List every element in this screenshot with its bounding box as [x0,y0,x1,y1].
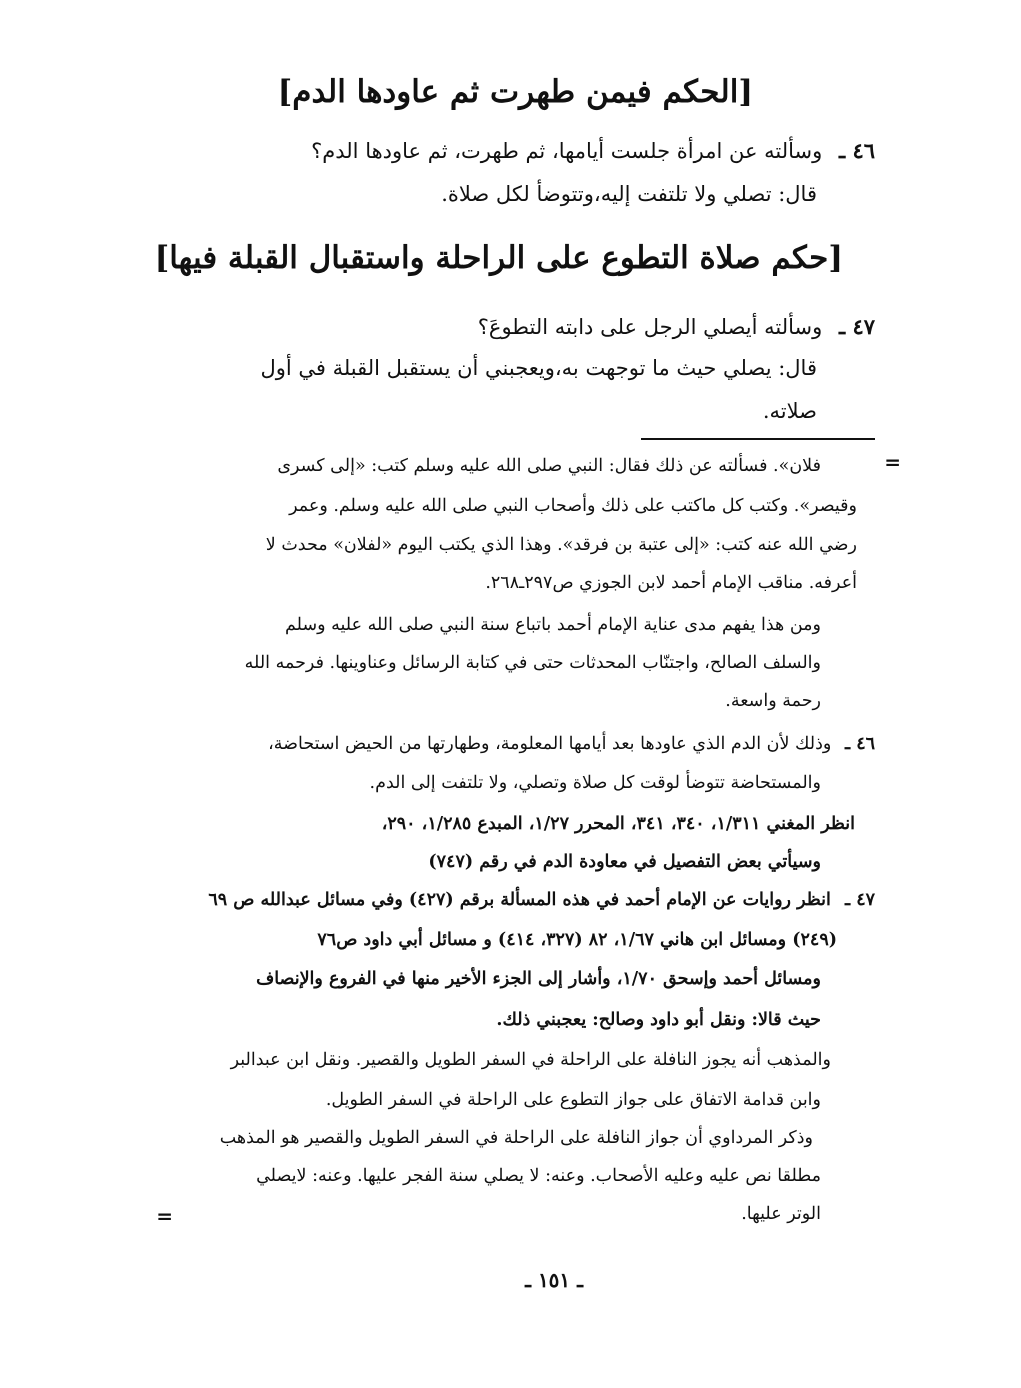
footnote-cont-line-3: رضي الله عنه كتب: «إلى عتبة بن فرقد». وهذا الذي يكتب اليوم «لفلان» محدث لا [265,535,857,555]
footnote-47-line-2: (٢٤٩) ومسائل ابن هاني ١/٦٧، ٨٢ (٣٢٧، ٤١٤) و مسائل أبي داود ص٧٦ [317,930,837,950]
question-text-47: وسألته أيصلي الرجل على دابته التطوعَ؟ [477,315,823,339]
footnote-47-para2-line-2: وابن قدامة الاتفاق على جواز التطوع على الراحلة في السفر الطويل. [325,1090,821,1110]
footnote-47-para3-line-1: وذكر المرداوي أن جواز النافلة على الراحلة في السفر الطويل والقصير هو المذهب [219,1128,813,1148]
footnote-para2-line-3: رحمة واسعة. [725,691,821,711]
answer-46: قال: تصلي ولا تلتفت إليه،وتتوضأ لكل صلاة. [441,182,817,206]
footnote-cont-line-4: أعرفه. مناقب الإمام أحمد لابن الجوزي ص٢٩٧ـ٢٦٨. [485,573,857,593]
continuation-mark-bottom: = [156,1204,173,1228]
question-46 [311,138,875,163]
footnote-cont-line-2: وقيصر». وكتب كل ماكتب على ذلك وأصحاب النبي صلى الله عليه وسلم. وعمر [289,496,857,516]
item-number-46: ٤٦ ـ [838,138,875,163]
footnote-number-46: ٤٦ ـ [844,734,875,754]
section-heading-1: [الحكم فيمن طهرت ثم عاودها الدم] [277,74,753,110]
answer-47-line-1: قال: يصلي حيث ما توجهت به،ويعجبني أن يستقبل القبلة في أول [260,356,817,380]
footnote-46-text-1: وذلك لأن الدم الذي عاودها بعد أيامها المعلومة، وطهارتها من الحيض استحاضة، [268,734,832,754]
question-47 [478,314,875,339]
footnote-cont-line-1: فلان». فسألته عن ذلك فقال: النبي صلى الله عليه وسلم كتب: «إلى كسرى [277,456,821,476]
footnote-47-para3-line-2: مطلقا نص عليه وعليه الأصحاب. وعنه: لا يصلي سنة الفجر عليها. وعنه: لايصلي [256,1166,821,1186]
footnote-46-line-2: والمستحاضة تتوضأ لوقت كل صلاة وتصلي، ولا تلتفت إلى الدم. [369,773,821,793]
question-text-46: وسألته عن امرأة جلست أيامها، ثم طهرت، ثم عاودها الدم؟ [311,139,823,163]
footnote-number-47: ٤٧ ـ [844,890,875,910]
footnote-47-line-4: حيث قالا: ونقل أبو داود وصالح: يعجبني ذلك. [496,1010,821,1030]
footnote-para2-line-1: ومن هذا يفهم مدى عناية الإمام أحمد باتباع سنة النبي صلى الله عليه وسلم [285,615,821,635]
footnote-46-line-4: وسيأتي بعض التفصيل في معاودة الدم في رقم (٧٤٧) [428,852,821,872]
item-number-47: ٤٧ ـ [838,314,875,339]
footnote-47-para2-line-1: والمذهب أنه يجوز النافلة على الراحلة في السفر الطويل والقصير. ونقل ابن عبدالبر [230,1050,831,1070]
continuation-mark-top: = [884,450,901,474]
answer-47-line-2: صلاته. [762,399,817,423]
page-number: ـ ١٥١ ـ [525,1268,583,1292]
footnote-para2-line-2: والسلف الصالح، واجتنّاب المحدثات حتى في كتابة الرسائل وعناوينها. فرحمه الله [244,653,821,673]
footnote-separator [641,438,875,440]
footnote-47-line-3: ومسائل أحمد وإسحق ١/٧٠، وأشار إلى الجزء الأخير منها في الفروع والإنصاف [256,969,821,989]
footnote-47-line-1 [208,890,875,910]
footnote-47-text-1: انظر روايات عن الإمام أحمد في هذه المسألة برقم (٤٢٧) وفي مسائل عبدالله ص ٦٩ [208,890,831,910]
section-heading-2: [حكم صلاة التطوع على الراحلة واستقبال القبلة فيها] [154,240,843,276]
footnote-46-line-1 [268,734,875,754]
footnote-47-para3-line-3: الوتر عليها. [741,1204,821,1224]
footnote-46-line-3: انظر المغني ١/٣١١، ٣٤٠، ٣٤١، المحرر ١/٢٧، المبدع ١/٢٨٥، ٢٩٠، [381,814,855,834]
